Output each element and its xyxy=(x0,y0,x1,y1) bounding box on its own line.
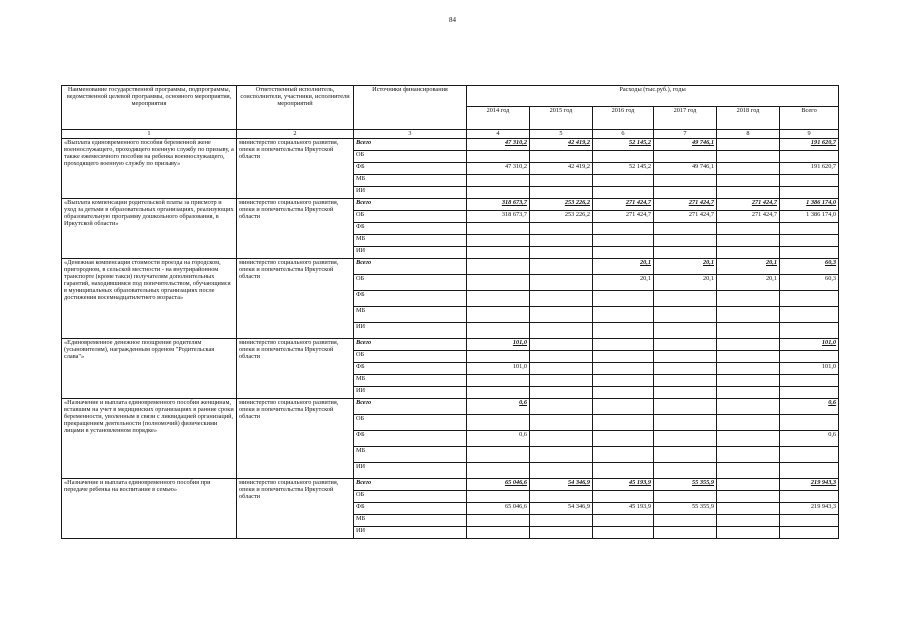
amount-cell xyxy=(717,175,780,187)
amount-cell xyxy=(654,527,717,539)
amount-cell xyxy=(717,503,780,515)
funding-source: ФБ xyxy=(354,503,467,515)
funding-source: ФБ xyxy=(354,291,467,307)
funding-source: МБ xyxy=(354,515,467,527)
amount-cell xyxy=(654,387,717,399)
amount-cell xyxy=(780,291,839,307)
amount-cell xyxy=(717,307,780,323)
amount-cell xyxy=(530,151,593,163)
amount-cell xyxy=(467,223,530,235)
table-row xyxy=(62,399,839,415)
funding-source: ИИ xyxy=(354,247,467,259)
amount-cell xyxy=(530,351,593,363)
year-header: Всего xyxy=(780,107,839,130)
amount-cell: 219 943,3 xyxy=(780,503,839,515)
amount-cell xyxy=(530,527,593,539)
amount-cell: 318 673,7 xyxy=(467,199,530,211)
activity-name: «Выплата компенсации родительской платы за присмотр и уход за детьми в образовательных организациях, реализующих образовательную программу дошкольного образования, в Иркутской области» xyxy=(62,199,237,259)
amount-cell xyxy=(593,307,654,323)
funding-source: ФБ xyxy=(354,363,467,375)
amount-cell xyxy=(654,415,717,431)
amount-cell xyxy=(717,247,780,259)
amount-cell: 47 310,2 xyxy=(467,163,530,175)
executor: министерство социального развития, опеки и попечительства Иркутской области xyxy=(237,199,354,259)
header-source: Источники финансирования xyxy=(354,86,467,130)
amount-cell: 271 424,7 xyxy=(717,199,780,211)
table-row xyxy=(62,479,839,491)
amount-cell xyxy=(717,151,780,163)
funding-source: Всего xyxy=(354,139,467,151)
activity-name: «Назначение и выплата единовременного пособия женщинам, вставшим на учет в медицинских организациях в ранние сроки беременности, уволенным в связи с ликвидацией организаций, прекращением деятельности (полномочий) физическими лицами в установленном порядке» xyxy=(62,399,237,479)
amount-cell xyxy=(593,351,654,363)
amount-cell xyxy=(593,491,654,503)
year-header: 2018 год xyxy=(717,107,780,130)
amount-cell xyxy=(780,375,839,387)
column-number: 8 xyxy=(717,130,780,139)
amount-cell xyxy=(717,375,780,387)
funding-source: МБ xyxy=(354,307,467,323)
amount-cell xyxy=(467,307,530,323)
amount-cell xyxy=(654,463,717,479)
funding-source: ОБ xyxy=(354,415,467,431)
funding-source: ОБ xyxy=(354,211,467,223)
amount-cell xyxy=(530,307,593,323)
table-body xyxy=(62,139,839,539)
amount-cell xyxy=(467,259,530,275)
amount-cell xyxy=(593,291,654,307)
funding-source: ИИ xyxy=(354,187,467,199)
funding-source: ОБ xyxy=(354,275,467,291)
amount-cell xyxy=(530,515,593,527)
amount-cell: 271 424,7 xyxy=(593,199,654,211)
amount-cell xyxy=(467,235,530,247)
amount-cell xyxy=(593,387,654,399)
amount-cell xyxy=(780,527,839,539)
amount-cell xyxy=(780,463,839,479)
amount-cell: 101,0 xyxy=(467,363,530,375)
amount-cell: 191 620,7 xyxy=(780,139,839,151)
amount-cell xyxy=(654,223,717,235)
amount-cell xyxy=(530,259,593,275)
column-number: 5 xyxy=(530,130,593,139)
amount-cell: 60,3 xyxy=(780,275,839,291)
amount-cell: 42 419,2 xyxy=(530,163,593,175)
amount-cell xyxy=(780,491,839,503)
amount-cell xyxy=(467,323,530,339)
amount-cell xyxy=(654,235,717,247)
amount-cell xyxy=(593,151,654,163)
amount-cell: 20,1 xyxy=(593,259,654,275)
table-header xyxy=(62,86,839,139)
amount-cell: 271 424,7 xyxy=(654,199,717,211)
amount-cell xyxy=(654,431,717,447)
amount-cell xyxy=(717,235,780,247)
amount-cell xyxy=(654,491,717,503)
column-number: 9 xyxy=(780,130,839,139)
amount-cell xyxy=(780,323,839,339)
funding-source: ФБ xyxy=(354,431,467,447)
column-number: 2 xyxy=(237,130,354,139)
funding-source: ФБ xyxy=(354,163,467,175)
amount-cell xyxy=(593,515,654,527)
amount-cell: 0,6 xyxy=(780,431,839,447)
amount-cell xyxy=(467,175,530,187)
amount-cell: 54 346,9 xyxy=(530,503,593,515)
amount-cell: 219 943,3 xyxy=(780,479,839,491)
year-header: 2015 год xyxy=(530,107,593,130)
funding-source: МБ xyxy=(354,235,467,247)
amount-cell: 1 386 174,0 xyxy=(780,211,839,223)
amount-cell xyxy=(654,351,717,363)
amount-cell xyxy=(593,375,654,387)
amount-cell xyxy=(467,491,530,503)
amount-cell: 49 746,1 xyxy=(654,163,717,175)
column-number: 3 xyxy=(354,130,467,139)
amount-cell: 52 145,2 xyxy=(593,139,654,151)
amount-cell xyxy=(467,375,530,387)
amount-cell xyxy=(717,431,780,447)
funding-source: ИИ xyxy=(354,527,467,539)
amount-cell: 318 673,7 xyxy=(467,211,530,223)
funding-source: ИИ xyxy=(354,323,467,339)
amount-cell xyxy=(467,351,530,363)
amount-cell xyxy=(654,399,717,415)
amount-cell xyxy=(593,447,654,463)
amount-cell xyxy=(717,323,780,339)
executor: министерство социального развития, опеки и попечительства Иркутской области xyxy=(237,479,354,539)
page-number: 84 xyxy=(449,16,456,24)
amount-cell xyxy=(654,447,717,463)
amount-cell xyxy=(717,163,780,175)
executor: министерство социального развития, опеки и попечительства Иркутской области xyxy=(237,259,354,339)
amount-cell: 20,1 xyxy=(654,259,717,275)
amount-cell xyxy=(593,527,654,539)
amount-cell xyxy=(593,399,654,415)
amount-cell xyxy=(717,527,780,539)
amount-cell xyxy=(467,415,530,431)
executor: министерство социального развития, опеки и попечительства Иркутской области xyxy=(237,339,354,399)
activity-name: «Единовременное денежное поощрение родителям (усыновителям), награжденным орденом "Родительская слава"» xyxy=(62,339,237,399)
amount-cell xyxy=(780,387,839,399)
amount-cell xyxy=(467,275,530,291)
amount-cell xyxy=(530,247,593,259)
funding-source: Всего xyxy=(354,339,467,351)
amount-cell: 253 226,2 xyxy=(530,211,593,223)
amount-cell xyxy=(654,363,717,375)
amount-cell xyxy=(654,291,717,307)
amount-cell xyxy=(593,187,654,199)
amount-cell xyxy=(467,151,530,163)
amount-cell xyxy=(717,387,780,399)
amount-cell xyxy=(654,323,717,339)
funding-source: ФБ xyxy=(354,223,467,235)
amount-cell: 271 424,7 xyxy=(654,211,717,223)
amount-cell: 60,3 xyxy=(780,259,839,275)
funding-source: ОБ xyxy=(354,491,467,503)
amount-cell xyxy=(530,447,593,463)
amount-cell xyxy=(467,463,530,479)
amount-cell xyxy=(780,235,839,247)
budget-table xyxy=(61,85,839,539)
year-header: 2014 год xyxy=(467,107,530,130)
amount-cell xyxy=(780,247,839,259)
amount-cell: 20,1 xyxy=(654,275,717,291)
amount-cell xyxy=(717,187,780,199)
amount-cell xyxy=(593,339,654,351)
table-row xyxy=(62,139,839,151)
column-number: 1 xyxy=(62,130,237,139)
amount-cell: 45 193,9 xyxy=(593,503,654,515)
amount-cell xyxy=(530,491,593,503)
amount-cell: 45 193,9 xyxy=(593,479,654,491)
amount-cell xyxy=(530,463,593,479)
amount-cell xyxy=(467,515,530,527)
amount-cell: 42 419,2 xyxy=(530,139,593,151)
activity-name: «Денежная компенсация стоимости проезда на городском, пригородном, в сельской местности - на внутрирайонном транспорте (кроме такси) получателям дополнительных гарантий, находившимся под попечительством, обучающимся в муниципальных образовательных организациях после достижения восемнадцатилетнего возраста» xyxy=(62,259,237,339)
table-row xyxy=(62,339,839,351)
amount-cell xyxy=(780,447,839,463)
amount-cell: 101,0 xyxy=(780,339,839,351)
amount-cell xyxy=(593,463,654,479)
amount-cell xyxy=(780,515,839,527)
amount-cell xyxy=(530,323,593,339)
amount-cell xyxy=(530,235,593,247)
amount-cell xyxy=(593,223,654,235)
amount-cell xyxy=(717,415,780,431)
header-executor: Ответственный исполнитель, соисполнители, участники, исполнители мероприятий xyxy=(237,86,354,130)
amount-cell: 52 145,2 xyxy=(593,163,654,175)
activity-name: «Назначение и выплата единовременного пособия при передаче ребенка на воспитание в семью» xyxy=(62,479,237,539)
amount-cell: 253 226,2 xyxy=(530,199,593,211)
funding-source: МБ xyxy=(354,375,467,387)
amount-cell xyxy=(717,223,780,235)
amount-cell xyxy=(593,415,654,431)
amount-cell xyxy=(530,375,593,387)
amount-cell xyxy=(530,175,593,187)
amount-cell xyxy=(467,187,530,199)
funding-source: Всего xyxy=(354,399,467,415)
amount-cell xyxy=(530,415,593,431)
table-row xyxy=(62,199,839,211)
amount-cell xyxy=(467,247,530,259)
executor: министерство социального развития, опеки и попечительства Иркутской области xyxy=(237,399,354,479)
amount-cell xyxy=(717,479,780,491)
amount-cell xyxy=(530,187,593,199)
amount-cell xyxy=(530,291,593,307)
amount-cell: 1 386 174,0 xyxy=(780,199,839,211)
amount-cell xyxy=(530,387,593,399)
amount-cell xyxy=(717,447,780,463)
column-number: 7 xyxy=(654,130,717,139)
amount-cell xyxy=(467,291,530,307)
amount-cell xyxy=(593,323,654,339)
amount-cell xyxy=(654,339,717,351)
amount-cell: 55 355,9 xyxy=(654,479,717,491)
column-number: 6 xyxy=(593,130,654,139)
column-number: 4 xyxy=(467,130,530,139)
amount-cell xyxy=(467,527,530,539)
funding-source: Всего xyxy=(354,199,467,211)
amount-cell xyxy=(654,151,717,163)
funding-source: ИИ xyxy=(354,387,467,399)
amount-cell xyxy=(593,247,654,259)
amount-cell xyxy=(467,387,530,399)
table-row xyxy=(62,259,839,275)
amount-cell xyxy=(717,291,780,307)
amount-cell xyxy=(717,463,780,479)
amount-cell xyxy=(467,447,530,463)
amount-cell: 65 046,6 xyxy=(467,479,530,491)
amount-cell xyxy=(593,235,654,247)
amount-cell xyxy=(717,515,780,527)
funding-source: Всего xyxy=(354,479,467,491)
amount-cell: 191 620,7 xyxy=(780,163,839,175)
amount-cell: 54 346,9 xyxy=(530,479,593,491)
amount-cell xyxy=(654,247,717,259)
year-header: 2017 год xyxy=(654,107,717,130)
amount-cell: 20,1 xyxy=(717,259,780,275)
amount-cell xyxy=(654,515,717,527)
amount-cell: 65 046,6 xyxy=(467,503,530,515)
funding-source: МБ xyxy=(354,447,467,463)
funding-source: ИИ xyxy=(354,463,467,479)
amount-cell xyxy=(780,175,839,187)
amount-cell xyxy=(654,307,717,323)
activity-name: «Выплата единовременного пособия беременной жене военнослужащего, проходящего военную службу по призыву, а также ежемесячного пособия на ребенка военнослужащего, проходящего военную службу по призыву» xyxy=(62,139,237,199)
amount-cell: 49 746,1 xyxy=(654,139,717,151)
funding-source: ОБ xyxy=(354,151,467,163)
amount-cell xyxy=(593,363,654,375)
amount-cell xyxy=(593,175,654,187)
amount-cell: 47 310,2 xyxy=(467,139,530,151)
amount-cell xyxy=(654,375,717,387)
executor: министерство социального развития, опеки и попечительства Иркутской области xyxy=(237,139,354,199)
amount-cell xyxy=(530,275,593,291)
amount-cell xyxy=(780,415,839,431)
amount-cell: 20,1 xyxy=(593,275,654,291)
amount-cell: 271 424,7 xyxy=(717,211,780,223)
amount-cell xyxy=(530,399,593,415)
header-expenses: Расходы (тыс.руб.), годы xyxy=(467,86,839,107)
amount-cell xyxy=(593,431,654,447)
amount-cell: 271 424,7 xyxy=(593,211,654,223)
funding-source: МБ xyxy=(354,175,467,187)
amount-cell xyxy=(530,363,593,375)
amount-cell xyxy=(780,223,839,235)
amount-cell xyxy=(780,351,839,363)
amount-cell xyxy=(654,175,717,187)
amount-cell xyxy=(717,399,780,415)
amount-cell xyxy=(530,339,593,351)
amount-cell xyxy=(530,431,593,447)
year-header: 2016 год xyxy=(593,107,654,130)
amount-cell: 20,1 xyxy=(717,275,780,291)
funding-source: Всего xyxy=(354,259,467,275)
funding-source: ОБ xyxy=(354,351,467,363)
amount-cell xyxy=(780,307,839,323)
amount-cell: 0,6 xyxy=(467,399,530,415)
amount-cell: 0,6 xyxy=(780,399,839,415)
amount-cell: 101,0 xyxy=(467,339,530,351)
amount-cell xyxy=(530,223,593,235)
amount-cell: 101,0 xyxy=(780,363,839,375)
amount-cell: 55 355,9 xyxy=(654,503,717,515)
column-numbers-row xyxy=(62,130,839,139)
amount-cell xyxy=(717,363,780,375)
amount-cell xyxy=(780,187,839,199)
amount-cell xyxy=(717,491,780,503)
amount-cell xyxy=(780,151,839,163)
header-name: Наименование государственной программы, подпрограммы, ведомственной целевой программы, основного мероприятия, мероприятия xyxy=(62,86,237,130)
amount-cell: 0,6 xyxy=(467,431,530,447)
amount-cell xyxy=(717,339,780,351)
amount-cell xyxy=(654,187,717,199)
amount-cell xyxy=(717,351,780,363)
amount-cell xyxy=(717,139,780,151)
